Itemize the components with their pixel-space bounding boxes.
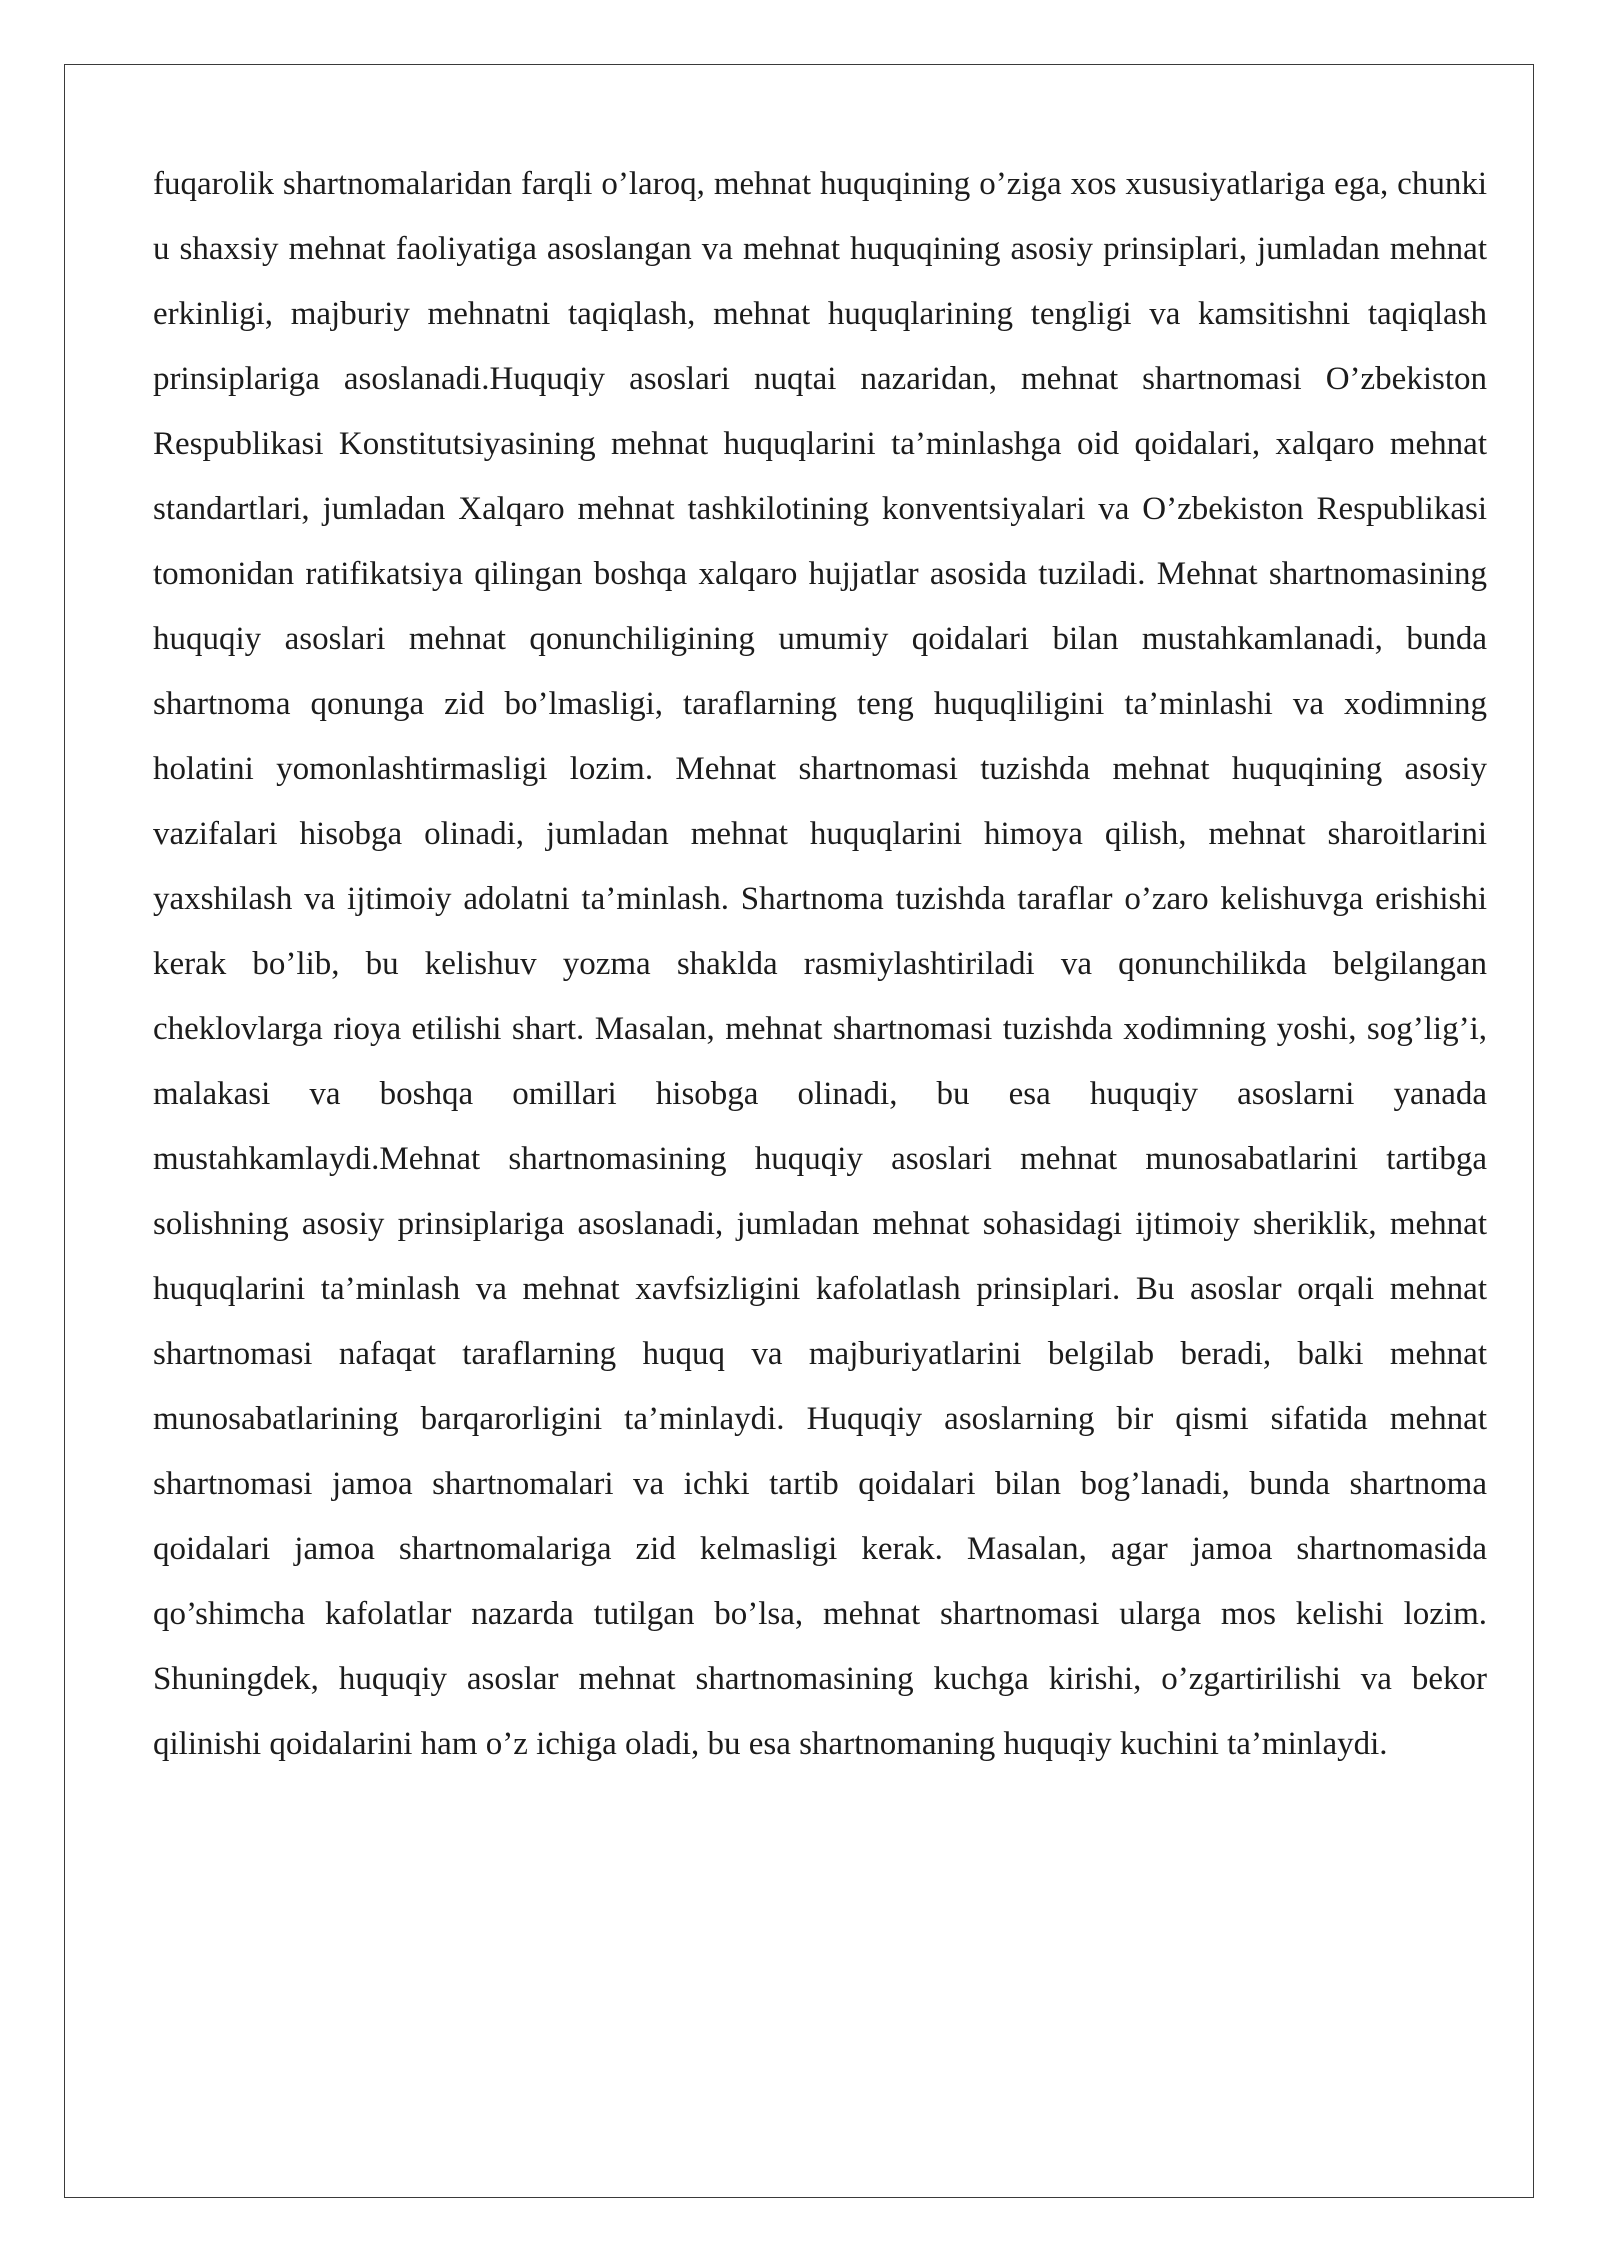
body-paragraph: fuqarolik shartnomalaridan farqli o’laroq, mehnat huquqining o’ziga xos xususiyatlariga ega, chunki u shaxsiy mehnat faoliyatiga asoslangan va mehnat huquqining asosiy prinsiplari, jumladan mehnat erkinligi, majburiy mehnatni taqiqlash, mehnat huquqlarining tengligi va kamsitishni taqiqlash prinsiplariga asoslanadi.Huquqiy asoslari nuqtai nazaridan, mehnat shartnomasi O’zbekiston Respublikasi Konstitutsiyasining mehnat huquqlarini ta’minlashga oid qoidalari, xalqaro mehnat standartlari, jumladan Xalqaro mehnat tashkilotining konventsiyalari va O’zbekiston Respublikasi tomonidan ratifikatsiya qilingan boshqa xalqaro hujjatlar asosida tuziladi. Mehnat shartnomasining huquqiy asoslari mehnat qonunchiligining umumiy qoidalari bilan mustahkamlanadi, bunda shartnoma qonunga zid bo’lmasligi, taraflarning teng huquqliligini ta’minlashi va xodimning holatini yomonlashtirmasligi lozim. Mehnat shartnomasi tuzishda mehnat huquqining asosiy vazifalari hisobga olinadi, jumladan mehnat huquqlarini himoya qilish, mehnat sharoitlarini yaxshilash va ijtimoiy adolatni ta’minlash. Shartnoma tuzishda taraflar o’zaro kelishuvga erishishi kerak bo’lib, bu kelishuv yozma shaklda rasmiylashtiriladi va qonunchilikda belgilangan cheklovlarga rioya etilishi shart. Masalan, mehnat shartnomasi tuzishda xodimning yoshi, sog’lig’i, malakasi va boshqa omillari hisobga olinadi, bu esa huquqiy asoslarni yanada mustahkamlaydi.Mehnat shartnomasining huquqiy asoslari mehnat munosabatlarini tartibga solishning asosiy prinsiplariga asoslanadi, jumladan mehnat sohasidagi ijtimoiy sheriklik, mehnat huquqlarini ta’minlash va mehnat xavfsizligini kafolatlash prinsiplari. Bu asoslar orqali mehnat shartnomasi nafaqat taraflarning huquq va majburiyatlarini belgilab beradi, balki mehnat munosabatlarining barqarorligini ta’minlaydi. Huquqiy asoslarning bir qismi sifatida mehnat shartnomasi jamoa shartnomalari va ichki tartib qoidalari bilan bog’lanadi, bunda shartnoma qoidalari jamoa shartnomalariga zid kelmasligi kerak. Masalan, agar jamoa shartnomasida qo’shimcha kafolatlar nazarda tutilgan bo’lsa, mehnat shartnomasi ularga mos kelishi lozim. Shuningdek, huquqiy asoslar mehnat shartnomasining kuchga kirishi, o’zgartirilishi va bekor qilinishi qoidalarini ham o’z ichiga oladi, bu esa shartnomaning huquqiy kuchini ta’minlaydi. [153,166,1487,1762]
